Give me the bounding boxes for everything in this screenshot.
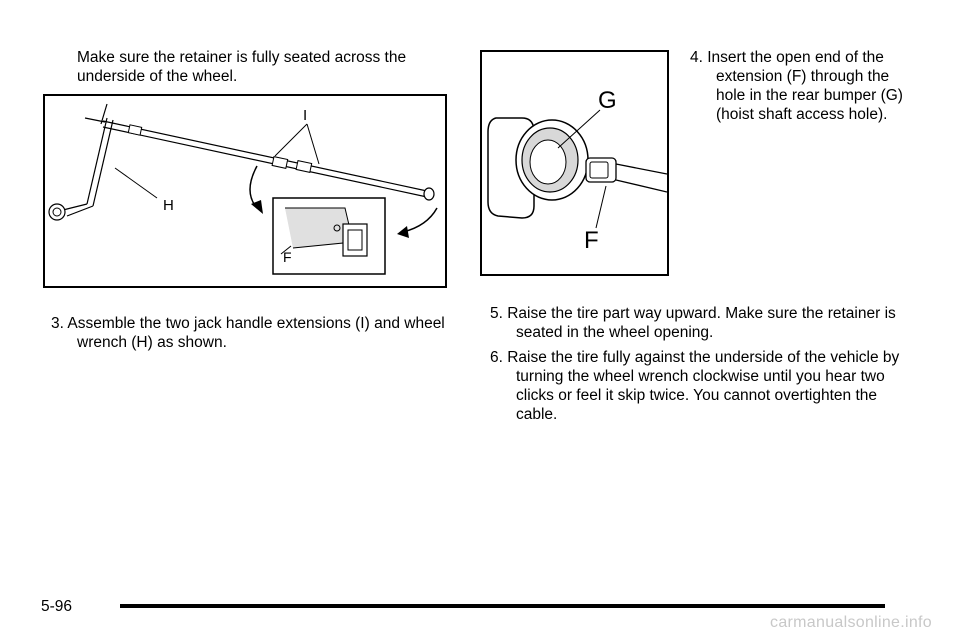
step-3-text: 3. Assemble the two jack handle extensions (I) and wheel wrench (H) as shown. — [51, 315, 445, 351]
step-4-text: 4. Insert the open end of the extension (F) through the hole in the rear bumper (G) (hoist shaft access hole). — [690, 49, 903, 123]
step-6-text: 6. Raise the tire fully against the underside of the vehicle by turning the wheel wrench clockwise until you hear two clicks or feel it skip twice. You cannot overtighten the cable. — [490, 349, 900, 423]
label-f: F — [283, 249, 292, 265]
label-i: I — [303, 107, 308, 124]
label-g: G — [598, 87, 617, 114]
step-5-text: 5. Raise the tire part way upward. Make sure the retainer is seated in the wheel opening. — [490, 305, 896, 341]
page-number: 5-96 — [41, 598, 73, 615]
footer-rule — [120, 604, 885, 608]
intro-text: Make sure the retainer is fully seated across the underside of the wheel. — [77, 49, 407, 85]
jack-handle-assembly-figure — [43, 94, 447, 288]
bumper-hole-figure — [480, 50, 669, 276]
label-f: F — [584, 227, 599, 254]
label-h: H — [163, 197, 174, 214]
watermark: carmanualsonline.info — [770, 614, 932, 631]
